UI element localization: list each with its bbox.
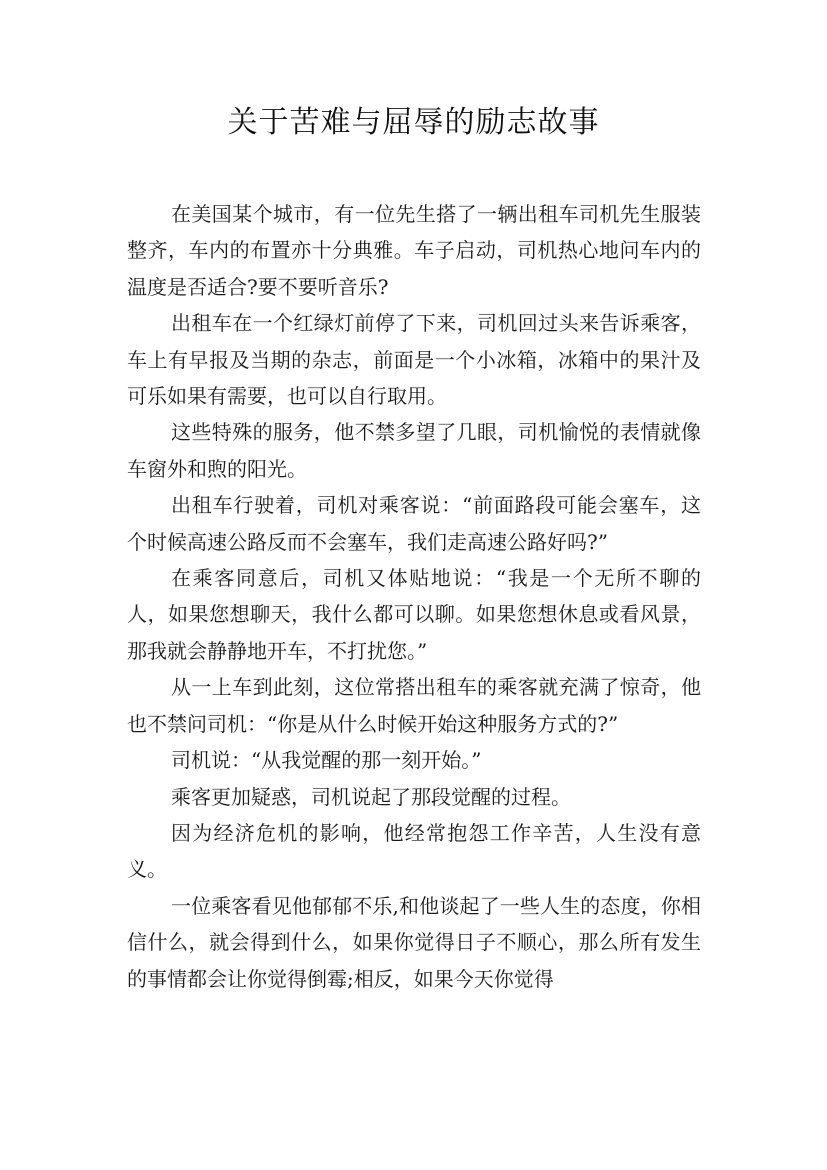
paragraph: 这些特殊的服务，他不禁多望了几眼，司机愉悦的表情就像车窗外和煦的阳光。 (127, 420, 701, 481)
document-body (127, 196, 701, 997)
document-title: 关于苦难与屈辱的励志故事 (227, 105, 600, 140)
paragraph: 一位乘客看见他郁郁不乐,和他谈起了一些人生的态度，你相信什么，就会得到什么，如果你觉得日子不顺心，那么所有发生的事情都会让你觉得倒霉;相反，如果今天你觉得 (127, 893, 701, 991)
paragraph: 乘客更加疑惑，司机说起了那段觉醒的过程。 (171, 784, 571, 809)
paragraph: 在乘客同意后，司机又体贴地说：“我是一个无所不聊的人，如果您想聊天，我什么都可以聊。如果您想休息或看风景，那我就会静静地开车，不打扰您。” (127, 566, 701, 663)
paragraph: 从一上车到此刻，这位常搭出租车的乘客就充满了惊奇，他也不禁问司机：“你是从什么时候开始这种服务方式的?” (127, 675, 701, 736)
paragraph: 因为经济危机的影响，他经常抱怨工作辛苦，人生没有意义。 (127, 820, 701, 882)
paragraph: 在美国某个城市，有一位先生搭了一辆出租车司机先生服装整齐，车内的布置亦十分典雅。车子启动，司机热心地问车内的温度是否适合?要不要听音乐? (127, 202, 701, 299)
paragraph: 出租车在一个红绿灯前停了下来，司机回过头来告诉乘客，车上有早报及当期的杂志，前面是一个小冰箱，冰箱中的果汁及可乐如果有需要，也可以自行取用。 (127, 311, 701, 409)
paragraph: 出租车行驶着，司机对乘客说：“前面路段可能会塞车，这个时候高速公路反而不会塞车，我们走高速公路好吗?” (127, 493, 701, 554)
paragraph: 司机说：“从我觉醒的那一刻开始。” (171, 748, 482, 773)
